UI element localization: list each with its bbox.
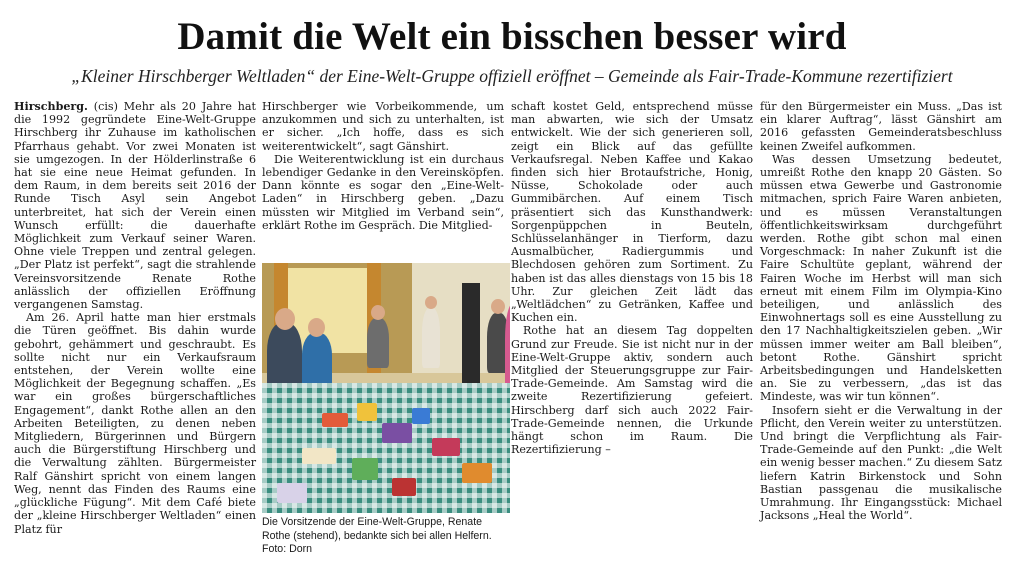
article-paragraph: Rothe hat an diesem Tag doppelten Grund zur Freude. Sie ist nicht nur in der Eine-Welt-Gruppe aktiv, sondern auch Mitglied der Steuerungsgruppe zur Fair-Trade-Gemeinde. Am Samstag wird die zweite Rezertifizierung gefeiert. Hirschberg darf sich auch 2022 Fair-Trade-Gemeinde nennen, die Urkunde hängt schon im Raum. Die Rezertifizierung – — [511, 324, 753, 457]
photo-table-item — [357, 403, 377, 421]
article-photo — [262, 263, 510, 513]
photo-person-standing — [505, 303, 510, 393]
photo-person-head — [371, 305, 385, 320]
headline: Damit die Welt ein bisschen besser wird — [177, 15, 847, 58]
article-paragraph — [14, 100, 256, 311]
paragraph-text: (cis) Mehr als 20 Jahre hat die 1992 gegründete Eine-Welt-Gruppe Hirschberg ihr Zuhause im katholischen Pfarrhaus gehabt. Vor zwei Monaten ist sie umgezogen. In der Hölderlinstraße 6 hat sie eine neue Heimat gefunden. In dem Raum, in dem bereits seit 2016 der Runde Tisch Asyl sein Angebot unterbreitet, hat sich der Verein einen Wunsch erfüllt: die dauerhafte Möglichkeit zum Verkauf seiner Waren. Ohne viele Treppen und zentral gelegen. „Der Platz ist perfekt“, sagt die strahlende Vereinsvorsitzende Renate Rothe anlässlich der offiziellen Eröffnung vergangenen Samstag. — [14, 100, 256, 312]
article-paragraph: Insofern sieht er die Verwaltung in der Pflicht, den Verein weiter zu unterstützen. Und bringt die Verpflichtung als Fair-Trade-Gemeinde auf den Punkt: „die Welt ein wenig besser machen.“ Zu diesem Satz liefern Katrin Birkenstock und Sohn Bastian passgenau die musikalische Umrahmung. Ihr Eingangsstück: Michael Jacksons „Heal the World“. — [760, 403, 1002, 523]
article-column-2 — [262, 100, 504, 250]
subheadline: „Kleiner Hirschberger Weltladen“ der Eine-Welt-Gruppe offiziell eröffnet – Gemeinde als Fair-Trade-Kommune rezertifiziert — [71, 66, 953, 86]
photo-table-item — [432, 438, 460, 456]
article-paragraph: Am 26. April hatte man hier erstmals die Türen geöffnet. Bis dahin wurde gebohrt, gehämmert und geschraubt. Es sollte nicht nur ein Verkaufsraum entstehen, der Verein wollte eine Möglichkeit der Begegnung schaffen. „Es war ein großes bürgerschaftliches Engagement“, dankt Rothe allen an den Arbeiten Beteiligten, zu denen neben Mitgliedern, Bürgerinnen und Bürgern auch die Bürgerstiftung Hirschberg und die Verwaltung zählten. Bürgermeister Ralf Gänshirt spricht von einem langen Weg, nennt das Finden des Raums eine „glückliche Fügung“. Mit dem Café biete der „kleine Hirschberger Weltladen“ einen Platz für — [14, 311, 256, 536]
photo-person-head — [491, 299, 505, 314]
photo-table-item — [322, 413, 348, 427]
photo-person — [302, 333, 332, 388]
photo-table-item — [277, 483, 307, 503]
photo-table-item — [412, 408, 430, 424]
dateline: Hirschberg. — [14, 100, 88, 113]
article-paragraph: Hirschberger wie Vorbeikommende, um anzukommen und sich zu unterhalten, ist er sicher. „Ich hoffe, dass es sich weiterentwickelt“, sagt Gänshirt. — [262, 100, 504, 153]
photo-person-head — [425, 296, 437, 309]
article-paragraph: schaft kostet Geld, entsprechend müsse man abwarten, wie sich der Umsatz entwickelt. Wie der sich generieren soll, zeigt ein Blick auf das gefüllte Verkaufsregal. Neben Kaffee und Kakao finden sich hier Brotaufstriche, Honig, Nüsse, Schokolade oder auch Gummibärchen. Auf einem Tisch präsentiert sich das Kunsthandwerk: Sorgenpüppchen in Beuteln, Schlüsselanhänger in Tierform, dazu Ausmalbücher, Radiergummis und Blechdosen gehören zum Sortiment. Zu haben ist das alles dienstags von 15 bis 18 Uhr. Zur gleichen Zeit lädt das „Weltlädchen“ zu Getränken, Kaffee und Kuchen ein. — [511, 100, 753, 325]
photo-person — [422, 308, 440, 368]
article-paragraph: Was dessen Umsetzung bedeutet, umreißt Rothe den knapp 20 Gästen. So müssen etwa Gewerbe und Gastronomie mitmachen, sprich Faire Waren anbieten, und es müssen Veranstaltungen öffentlichkeitswirksam durchgeführt werden. Rothe gibt schon mal einen Vorgeschmack: In naher Zukunft ist die Faire Schultüte geplant, während der Fairen Woche im Herbst will man sich erneut mit einem Film im Olympia-Kino beteiligen, und anlässlich des Einwohnertags soll es eine Ausstellung zu den 17 Nachhaltigkeitszielen geben. „Wir müssen immer weiter am Ball bleiben“, betont Rothe. Gänshirt spricht Arbeitsbedingungen und Handelsketten an. Sie zu verbessern, „das ist das Mindeste, was wir tun können“. — [760, 152, 1002, 404]
article-column-3 — [511, 100, 753, 552]
photo-person — [367, 318, 389, 368]
photo-table-item — [462, 463, 492, 483]
photo-person-head — [275, 308, 295, 330]
photo-caption: Die Vorsitzende der Eine-Welt-Gruppe, Renate Rothe (stehend), bedankte sich bei allen Helfern. Foto: Dorn — [262, 516, 492, 555]
article-paragraph: für den Bürgermeister ein Muss. „Das ist ein klarer Auftrag“, lässt Gänshirt am 2016 gefassten Gemeinderatsbeschluss keinen Zweifel aufkommen. — [760, 100, 1002, 153]
photo-table-item — [302, 448, 336, 464]
photo-table-item — [382, 423, 412, 443]
photo-table-item — [352, 458, 378, 480]
photo-person-head — [308, 318, 325, 337]
article-column-4 — [760, 100, 1002, 552]
article-column-1 — [14, 100, 256, 552]
article-paragraph: Die Weiterentwicklung ist ein durchaus lebendiger Gedanke in den Vereinsköpfen. Dann könnte es sogar den „Eine-Welt-Laden“ in Hirschberg geben. „Dazu müssten wir Mitglied im Verband sein“, erklärt Rothe im Gespräch. Die Mitglied- — [262, 152, 504, 232]
photo-table-item — [392, 478, 416, 496]
